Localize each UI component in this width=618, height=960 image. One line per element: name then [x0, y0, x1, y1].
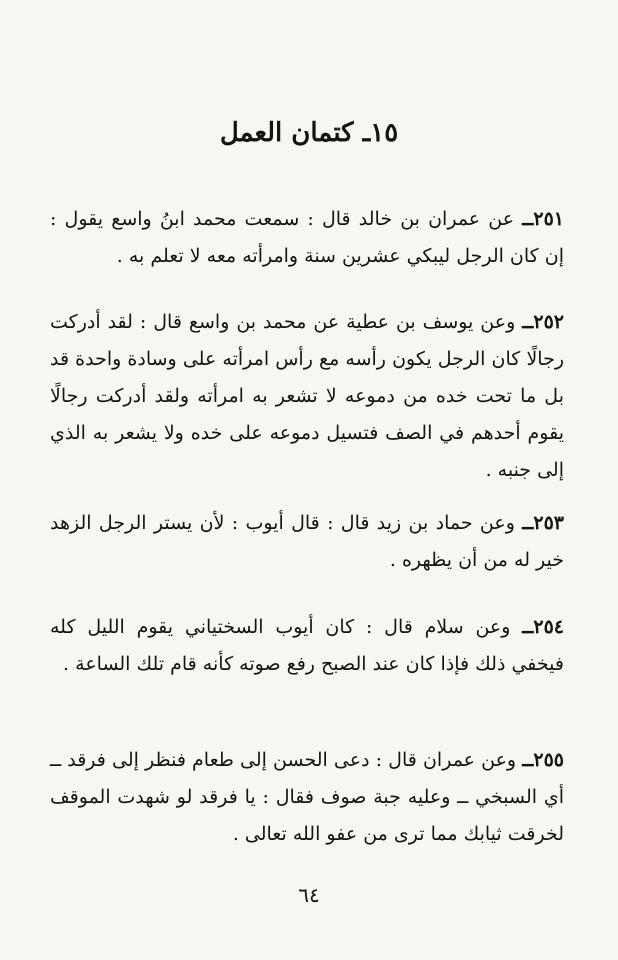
entry-number: ٢٥٢ــ	[522, 311, 564, 333]
entry-text: وعن سلام قال : كان أيوب السختياني يقوم الليل كله فيخفي ذلك فإذا كان عند الصبح رفع صوته كأنه قام تلك الساعة .	[50, 616, 564, 675]
entry-number: ٢٥٣ــ	[522, 512, 564, 534]
entry-text: وعن عمران قال : دعى الحسن إلى طعام فنظر إلى فرقد ــ أي السبخي ــ وعليه جبة صوف فقال : يا فرقد لو شهدت الموقف لخرقت ثيابك مما ترى من عفو الله تعالى .	[50, 749, 564, 845]
entry-255	[50, 742, 564, 853]
entry-text: وعن حماد بن زيد قال : قال أيوب : لأن يستر الرجل الزهد خير له من أن يظهره .	[50, 512, 564, 571]
entry-text: وعن يوسف بن عطية عن محمد بن واسع قال : لقد أدركت رجالًا كان الرجل يكون رأسه مع رأس امرأته على وسادة واحدة قد بل ما تحت خده من دموعه لا تشعر به امرأته ولقد أدركت رجالًا يقوم أحدهم في الصف فتسيل دموعه على خده ولا يشعر به الذي إلى جنبه .	[50, 311, 564, 481]
entry-number: ٢٥٥ــ	[522, 749, 564, 771]
chapter-title: ١٥ـ كتمان العمل	[219, 118, 399, 148]
entry-text: عن عمران بن خالد قال : سمعت محمد ابنُ واسع يقول : إن كان الرجل ليبكي عشرين سنة وامرأته معه لا تعلم به .	[50, 208, 564, 267]
entry-251	[50, 201, 564, 275]
entry-254	[50, 609, 564, 683]
entry-number: ٢٥١ــ	[522, 208, 564, 230]
page-number: ٦٤	[298, 883, 320, 907]
entry-252	[50, 304, 564, 489]
entry-number: ٢٥٤ــ	[522, 616, 564, 638]
entry-253	[50, 505, 564, 579]
